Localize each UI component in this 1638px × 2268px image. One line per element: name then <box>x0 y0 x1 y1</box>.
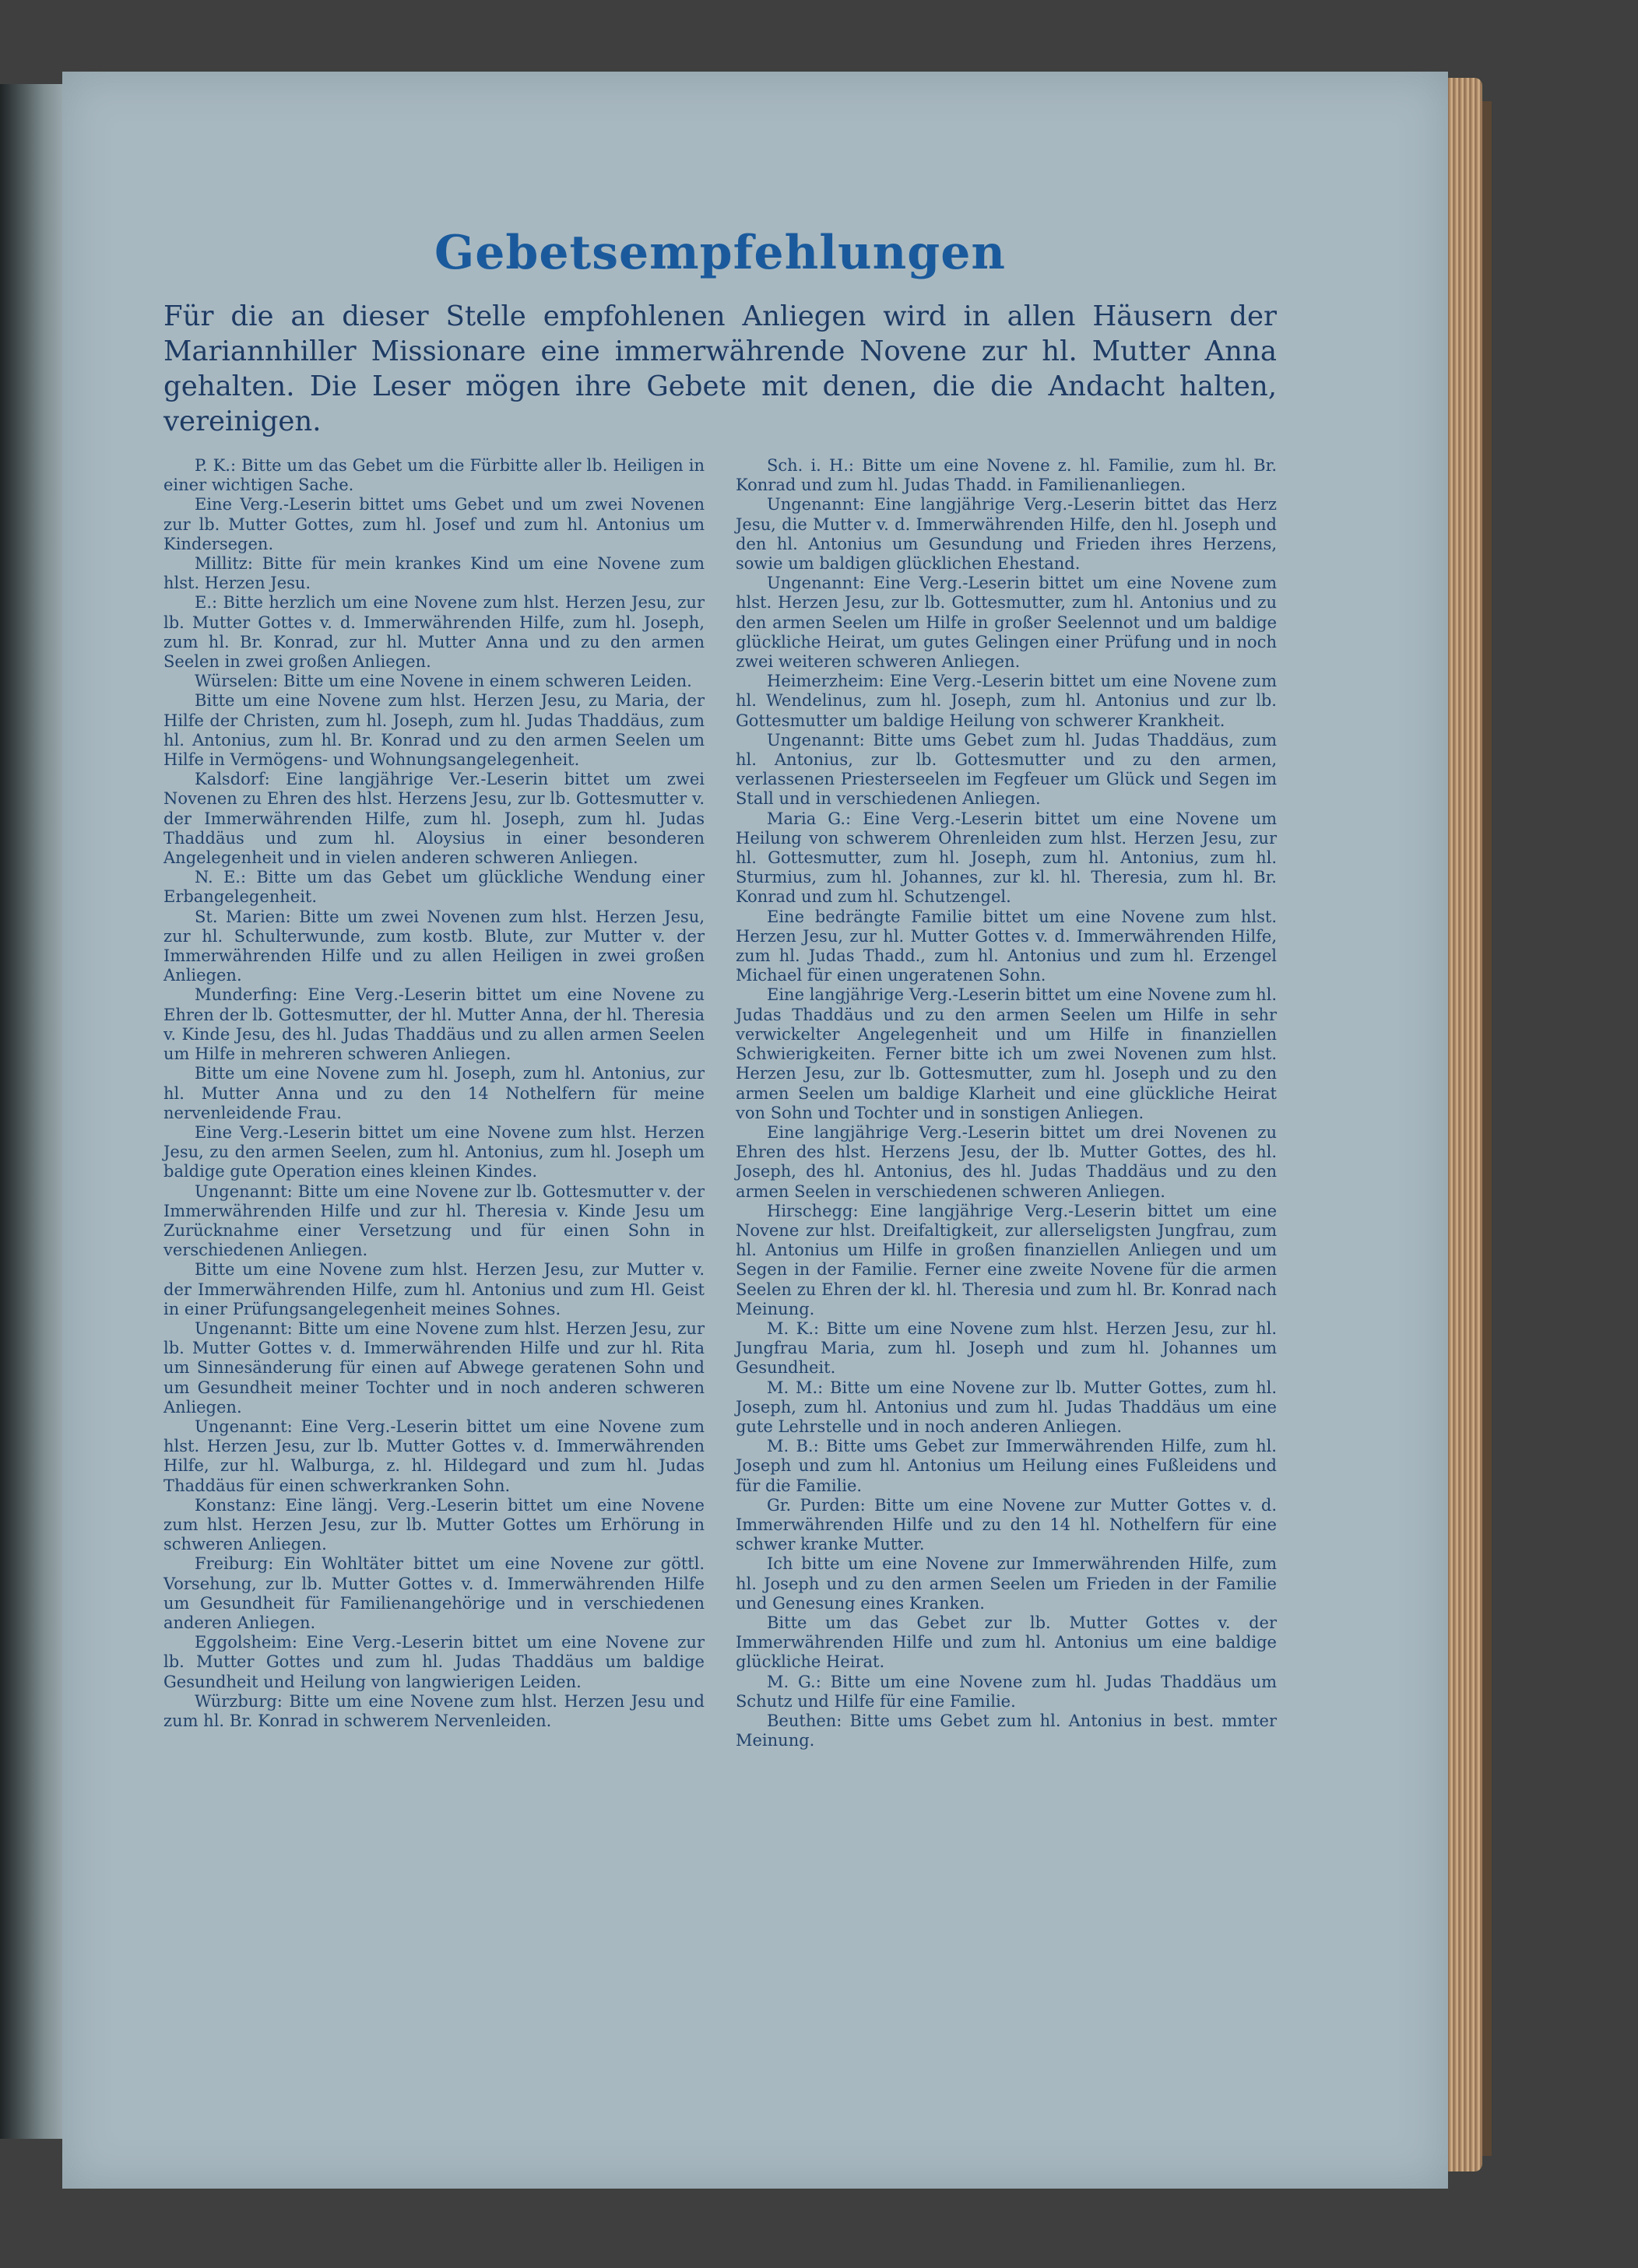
prayer-request-entry: Bitte um das Gebet zur lb. Mutter Gottes v. der Immerwährenden Hilfe und zum hl. Antonius um eine baldige glückliche Heirat. <box>736 1613 1277 1672</box>
prayer-request-entry: M. B.: Bitte ums Gebet zur Immerwährenden Hilfe, zum hl. Joseph und zum hl. Antonius um Heilung eines Fußleidens und für die Familie. <box>736 1437 1277 1495</box>
left-column <box>163 456 705 1750</box>
prayer-request-entry: Ungenannt: Bitte ums Gebet zum hl. Judas Thaddäus, zum hl. Antonius, zur lb. Gottesmutter und zu den armen, verlassenen Priesterseelen im Fegfeuer um Glück und Segen im Stall und in verschiedenen Anliegen. <box>736 730 1277 809</box>
previous-page-edge <box>0 84 62 2139</box>
prayer-request-entry: Ungenannt: Eine langjährige Verg.-Leserin bittet das Herz Jesu, die Mutter v. d. Immerwährenden Hilfe, den hl. Joseph und den hl. Antonius um Gesundung und Frieden ihres Herzens, sowie um baldigen glücklichen Ehestand. <box>736 495 1277 574</box>
prayer-request-entry: Eine bedrängte Familie bittet um eine Novene zum hlst. Herzen Jesu, zur hl. Mutter Gottes v. d. Immerwährenden Hilfe, zum hl. Judas Thadd., zum hl. Antonius und zum hl. Erzengel Michael für einen ungeratenen Sohn. <box>736 907 1277 985</box>
article-title: Gebetsempfehlungen <box>434 226 1007 280</box>
prayer-request-entry: Würzburg: Bitte um eine Novene zum hlst. Herzen Jesu und zum hl. Br. Konrad in schwerem Nervenleiden. <box>163 1691 705 1730</box>
prayer-request-entry: Eine Verg.-Leserin bittet um eine Novene zum hlst. Herzen Jesu, zu den armen Seelen, zum hl. Antonius, zum hl. Joseph um baldige gute Operation eines kleinen Kindes. <box>163 1122 705 1181</box>
prayer-request-entry: Eine langjährige Verg.-Leserin bittet um eine Novene zum hl. Judas Thaddäus und zu den armen Seelen um Hilfe in sehr verwickelter Angelegenheit und um Hilfe in finanziellen Schwierigkeiten. Ferner bitte ich um zwei Novenen zum hlst. Herzen Jesu, zur lb. Gottesmutter, zum hl. Joseph und zu den armen Seelen um baldige Klarheit und eine glückliche Heirat von Sohn und Tochter und in sonstigen Anliegen. <box>736 985 1277 1122</box>
article-intro: Für die an dieser Stelle empfohlenen Anliegen wird in allen Häusern der Mariannhiller Missionare eine immerwährende Novene zur hl. Mutter Anna gehalten. Die Leser mögen ihre Gebete mit denen, die die Andacht halten, vereinigen. <box>163 300 1277 437</box>
prayer-request-entry: N. E.: Bitte um das Gebet um glückliche Wendung einer Erbangelegenheit. <box>163 868 705 907</box>
prayer-request-entry: P. K.: Bitte um das Gebet um die Fürbitte aller lb. Heiligen in einer wichtigen Sache. <box>163 456 705 495</box>
prayer-request-entry: Gr. Purden: Bitte um eine Novene zur Mutter Gottes v. d. Immerwährenden Hilfe und zu den 14 hl. Nothelfern für eine schwer kranke Mutter. <box>736 1495 1277 1554</box>
prayer-request-entry: Würselen: Bitte um eine Novene in einem schweren Leiden. <box>195 672 692 691</box>
prayer-request-entry: Eine langjährige Verg.-Leserin bittet um drei Novenen zu Ehren des hlst. Herzens Jesu, der lb. Mutter Gottes, des hl. Joseph, des hl. Antonius, des hl. Judas Thaddäus und zu den armen Seelen in verschiedenen schweren Anliegen. <box>736 1122 1277 1201</box>
prayer-request-entry: Kalsdorf: Eine langjährige Ver.-Leserin bittet um zwei Novenen zu Ehren des hlst. Herzens Jesu, zur lb. Gottesmutter v. der Immerwährenden Hilfe, zum hl. Joseph, zum hl. Judas Thaddäus und zum hl. Aloysius in einer besonderen Angelegenheit und in vielen anderen schweren Anliegen. <box>163 770 705 868</box>
prayer-request-entry: Bitte um eine Novene zum hlst. Herzen Jesu, zur Mutter v. der Immerwährenden Hilfe, zum hl. Antonius und zum Hl. Geist in einer Prüfungsangelegenheit meines Sohnes. <box>163 1260 705 1318</box>
prayer-request-entry: M. K.: Bitte um eine Novene zum hlst. Herzen Jesu, zur hl. Jungfrau Maria, zum hl. Joseph und zum hl. Johannes um Gesundheit. <box>736 1318 1277 1378</box>
prayer-request-entry: Freiburg: Ein Wohltäter bittet um eine Novene zur göttl. Vorsehung, zur lb. Mutter Gottes v. d. Immerwährenden Hilfe um Gesundheit für Familienangehörige und in verschiedenen anderen Anliegen. <box>163 1554 705 1632</box>
prayer-request-entry: Ungenannt: Eine Verg.-Leserin bittet um eine Novene zum hlst. Herzen Jesu, zur lb. Mutter Gottes v. d. Immerwährenden Hilfe, zur hl. Walburga, z. hl. Hildegard und zum hl. Judas Thaddäus für einen schwerkranken Sohn. <box>163 1417 705 1495</box>
prayer-request-entry: Hirschegg: Eine langjährige Verg.-Leserin bittet um eine Novene zur hlst. Dreifaltigkeit, zur allerseligsten Jungfrau, zum hl. Antonius um Hilfe in großen finanziellen Anliegen und um Segen in der Familie. Ferner eine zweite Novene für die armen Seelen zu Ehren der kl. hl. Theresia und zum hl. Br. Konrad nach Meinung. <box>736 1201 1277 1318</box>
prayer-request-entry: Maria G.: Eine Verg.-Leserin bittet um eine Novene um Heilung von schwerem Ohrenleiden zum hlst. Herzen Jesu, zur hl. Gottesmutter, zum hl. Joseph, zum hl. Antonius, zum hl. Sturmius, zum hl. Johannes, zur kl. hl. Theresia, zum hl. Br. Konrad und zum hl. Schutzengel. <box>736 809 1277 907</box>
prayer-request-entry: Bitte um eine Novene zum hlst. Herzen Jesu, zu Maria, der Hilfe der Christen, zum hl. Joseph, zum hl. Judas Thaddäus, zum hl. Antonius, zum hl. Br. Konrad und zu den armen Seelen um Hilfe in Vermögens- und Wohnungsangelegenheit. <box>163 691 705 770</box>
prayer-request-entry: Eggolsheim: Eine Verg.-Leserin bittet um eine Novene zur lb. Mutter Gottes und zum hl. Judas Thaddäus um baldige Gesundheit und Heilung von langwierigen Leiden. <box>163 1633 705 1691</box>
prayer-request-entry: Millitz: Bitte für mein krankes Kind um eine Novene zum hlst. Herzen Jesu. <box>163 554 705 593</box>
prayer-request-entry: St. Marien: Bitte um zwei Novenen zum hlst. Herzen Jesu, zur hl. Schulterwunde, zum kostb. Blute, zur Mutter v. der Immerwährenden Hilfe und zu allen Heiligen in zwei großen Anliegen. <box>163 907 705 985</box>
prayer-request-entry: Ungenannt: Eine Verg.-Leserin bittet um eine Novene zum hlst. Herzen Jesu, zur lb. Gottesmutter, zum hl. Antonius und zu den armen Seelen um Hilfe in großer Seelennot und um baldige glückliche Heirat, um gutes Gelingen einer Prüfung und in noch zwei weiteren schweren Anliegen. <box>736 574 1277 672</box>
book-cover-edge <box>1482 101 1492 2156</box>
prayer-request-entry: Konstanz: Eine längj. Verg.-Leserin bittet um eine Novene zum hlst. Herzen Jesu, zur lb. Mutter Gottes um Erhörung in schweren Anliegen. <box>163 1495 705 1554</box>
article-columns <box>163 456 1277 1750</box>
prayer-request-entry: M. M.: Bitte um eine Novene zur lb. Mutter Gottes, zum hl. Joseph, zum hl. Antonius und zum hl. Judas Thaddäus um eine gute Lehrstelle und in noch anderen Anliegen. <box>736 1378 1277 1436</box>
prayer-request-entry: E.: Bitte herzlich um eine Novene zum hlst. Herzen Jesu, zur lb. Mutter Gottes v. d. Immerwährenden Hilfe, zum hl. Joseph, zum hl. Br. Konrad, zur hl. Mutter Anna und zu den armen Seelen in zwei großen Anliegen. <box>163 593 705 672</box>
prayer-request-entry: Beuthen: Bitte ums Gebet zum hl. Antonius in best. mmter Meinung. <box>736 1712 1277 1750</box>
prayer-request-entry: Heimerzheim: Eine Verg.-Leserin bittet um eine Novene zum hl. Wendelinus, zum hl. Joseph, zum hl. Antonius und zur lb. Gottesmutter um baldige Heilung von schwerer Krankheit. <box>736 672 1277 730</box>
prayer-request-entry: Eine Verg.-Leserin bittet ums Gebet und um zwei Novenen zur lb. Mutter Gottes, zum hl. Josef und zum hl. Antonius um Kindersegen. <box>163 495 705 553</box>
prayer-request-entry: Ungenannt: Bitte um eine Novene zur lb. Gottesmutter v. der Immerwährenden Hilfe und zur hl. Theresia v. Kinde Jesu um Zurücknahme einer Versetzung und für einen Sohn in verschiedenen Anliegen. <box>163 1181 705 1260</box>
prayer-request-entry: Bitte um eine Novene zum hl. Joseph, zum hl. Antonius, zur hl. Mutter Anna und zu den 14 Nothelfern für meine nervenleidende Frau. <box>163 1064 705 1122</box>
prayer-request-entry: Ungenannt: Bitte um eine Novene zum hlst. Herzen Jesu, zur lb. Mutter Gottes v. d. Immerwährenden Hilfe und zur hl. Rita um Sinnesänderung für einen auf Abwege geratenen Sohn und um Gesundheit meiner Tochter und in noch anderen schweren Anliegen. <box>163 1318 705 1417</box>
prayer-request-entry: Sch. i. H.: Bitte um eine Novene z. hl. Familie, zum hl. Br. Konrad und zum hl. Judas Thadd. in Familienanliegen. <box>736 456 1277 495</box>
page-stack-edge <box>1448 78 1482 2171</box>
right-column <box>736 456 1277 1750</box>
prayer-request-entry: M. G.: Bitte um eine Novene zum hl. Judas Thaddäus um Schutz und Hilfe für eine Familie. <box>736 1672 1277 1711</box>
article <box>163 226 1277 1750</box>
prayer-request-entry: Ich bitte um eine Novene zur Immerwährenden Hilfe, zum hl. Joseph und zu den armen Seelen um Frieden in der Familie und Genesung eines Kranken. <box>736 1554 1277 1613</box>
prayer-request-entry: Munderfing: Eine Verg.-Leserin bittet um eine Novene zu Ehren der lb. Gottesmutter, der hl. Mutter Anna, der hl. Theresia v. Kinde Jesu, des hl. Judas Thaddäus und zu allen armen Seelen um Hilfe in mehreren schweren Anliegen. <box>163 985 705 1064</box>
